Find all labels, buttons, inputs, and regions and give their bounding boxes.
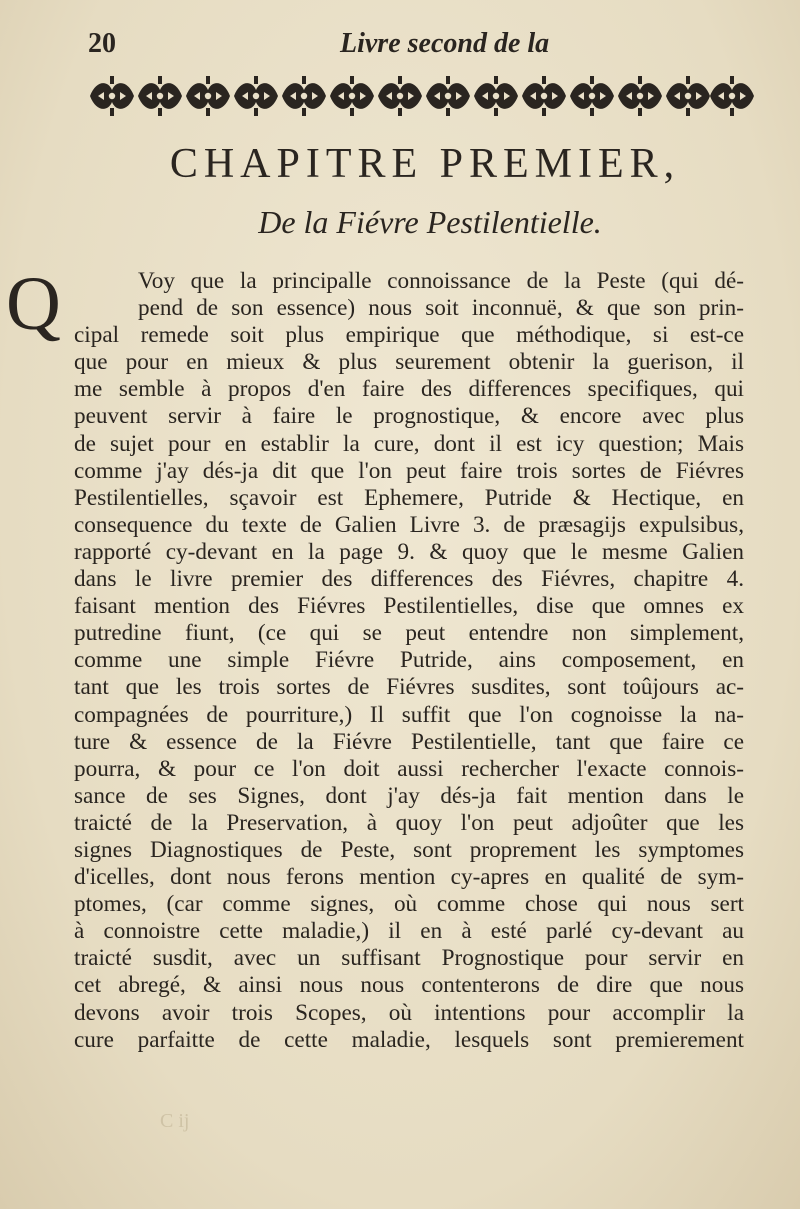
text-line: d'icelles, dont nous ferons mention cy-apres en qualité de sym- [74, 864, 744, 891]
chapter-subtitle: De la Fiévre Pestilentielle. [258, 204, 602, 240]
text-line: cipal remede soit plus empirique que méthodique, si est-ce [74, 322, 744, 349]
text-line: compagnées de pourriture,) Il suffit que l'on cognoisse la na- [74, 701, 744, 728]
text-line: faisant mention des Fiévres Pestilentielles, dise que omnes ex [74, 593, 744, 620]
running-head: Livre second de la [340, 28, 550, 59]
text-line: signes Diagnostiques de Peste, sont proprement les symptomes [74, 836, 744, 863]
text-line: devons avoir trois Scopes, où intentions pour accomplir la [74, 999, 744, 1026]
text-line: me semble à propos d'en faire des differences specifiques, qui [74, 376, 744, 403]
text-line: comme une simple Fiévre Putride, ains composement, en [74, 647, 744, 674]
body-text [74, 268, 744, 1054]
text-line: que pour en mieux & plus seurement obtenir la guerison, il [74, 349, 744, 376]
text-line: ture & essence de la Fiévre Pestilentielle, tant que faire ce [74, 728, 744, 755]
text-line: pend de son essence) nous soit inconnuë, & que son prin- [138, 295, 744, 322]
page-number: 20 [88, 28, 116, 59]
text-line: cure parfaitte de cette maladie, lesquels sont premierement [74, 1026, 744, 1053]
page-header [88, 28, 748, 68]
text-line: Pestilentielles, sçavoir est Ephemere, Putride & Hectique, en [74, 484, 744, 511]
text-line: comme j'ay dés-ja dit que l'on peut faire trois sortes de Fiévres [74, 457, 744, 484]
ornamental-border [88, 74, 756, 118]
text-line: de sujet pour en establir la cure, dont il est icy question; Mais [74, 430, 744, 457]
signature-mark: C ij [160, 1110, 190, 1132]
text-line: traicté de la Preservation, à quoy l'on peut adjoûter que les [74, 809, 744, 836]
text-line: tant que les trois sortes de Fiévres susdites, sont toûjours ac- [74, 674, 744, 701]
text-line: sance de ses Signes, dont j'ay dés-ja fait mention dans le [74, 782, 744, 809]
text-line: cet abregé, & ainsi nous nous contenterons de dire que nous [74, 972, 744, 999]
text-line: traicté susdit, avec un suffisant Prognostique pour servir en [74, 945, 744, 972]
text-line: pourra, & pour ce l'on doit aussi rechercher l'exacte connois- [74, 755, 744, 782]
drop-capital: Q [6, 262, 61, 346]
text-line: rapporté cy-devant en la page 9. & quoy que le mesme Galien [74, 538, 744, 565]
text-line: putredine fiunt, (ce qui se peut entendre non simplement, [74, 620, 744, 647]
text-line: Voy que la principalle connoissance de la Peste (qui dé- [138, 268, 744, 294]
text-line: à connoistre cette maladie,) il en à esté parlé cy-devant au [74, 918, 744, 945]
text-line: peuvent servir à faire le prognostique, & encore avec plus [74, 403, 744, 430]
text-line: ptomes, (car comme signes, où comme chose qui nous sert [74, 891, 744, 918]
text-line: consequence du texte de Galien Livre 3. de præsagijs expulsibus, [74, 511, 744, 538]
chapter-title: CHAPITRE PREMIER, [169, 141, 681, 187]
text-line: dans le livre premier des differences des Fiévres, chapitre 4. [74, 566, 744, 593]
